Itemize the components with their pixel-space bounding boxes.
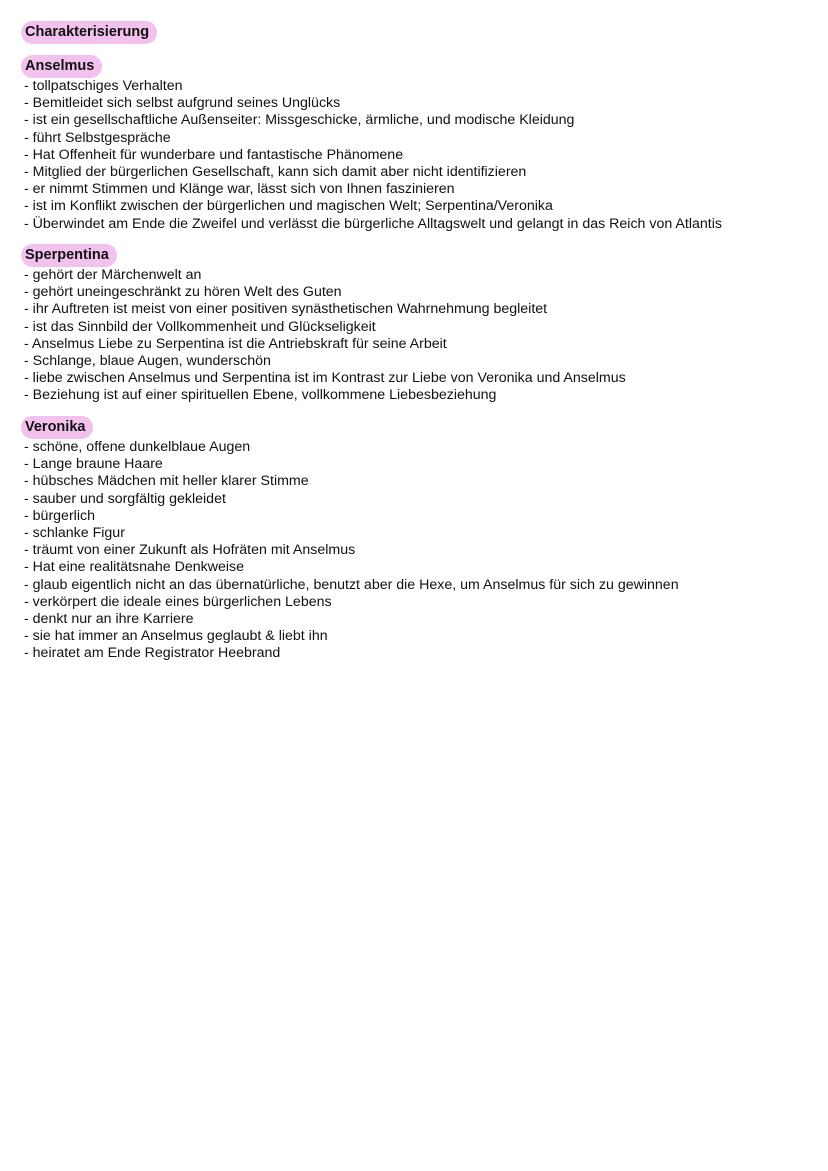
section-anselmus: [21, 55, 722, 233]
list-item: - ihr Auftreten ist meist von einer positiven synästhetischen Wahrnehmung begleitet: [24, 301, 548, 318]
bullet-list: [21, 267, 626, 405]
title-block: [21, 21, 157, 44]
list-item: - schlanke Figur: [24, 525, 125, 542]
page-title: Charakterisierung: [21, 21, 157, 44]
list-item: - Hat eine realitätsnahe Denkweise: [24, 559, 245, 576]
section-heading: Sperpentina: [21, 244, 117, 267]
section-heading: Veronika: [21, 416, 93, 439]
list-item: - führt Selbstgespräche: [24, 129, 171, 146]
list-item: - Bemitleidet sich selbst aufgrund seines Unglücks: [24, 95, 341, 112]
list-item: - sie hat immer an Anselmus geglaubt & liebt ihn: [24, 628, 328, 645]
list-item: - er nimmt Stimmen und Klänge war, lässt sich von Ihnen faszinieren: [24, 181, 455, 198]
list-item: - Lange braune Haare: [24, 456, 163, 473]
list-item: - Schlange, blaue Augen, wunderschön: [24, 353, 271, 370]
list-item: - Beziehung ist auf einer spirituellen Ebene, vollkommene Liebesbeziehung: [24, 387, 497, 404]
bullet-list: [21, 439, 679, 663]
list-item: - Überwindet am Ende die Zweifel und verlässt die bürgerliche Alltagswelt und gelangt in das Reich von Atlantis: [24, 215, 722, 232]
list-item: - hübsches Mädchen mit heller klarer Stimme: [24, 473, 309, 490]
bullet-list: [21, 78, 722, 233]
section-veronika: [21, 416, 679, 663]
section-heading: Anselmus: [21, 55, 102, 78]
list-item: - heiratet am Ende Registrator Heebrand: [24, 645, 281, 662]
list-item: - ist ein gesellschaftliche Außenseiter: Missgeschicke, ärmliche, und modische Kleidung: [24, 112, 575, 129]
list-item: - Mitglied der bürgerlichen Gesellschaft, kann sich damit aber nicht identifizieren: [24, 164, 527, 181]
list-item: - Anselmus Liebe zu Serpentina ist die Antriebskraft für seine Arbeit: [24, 335, 447, 352]
list-item: - träumt von einer Zukunft als Hofräten mit Anselmus: [24, 542, 356, 559]
list-item: - liebe zwischen Anselmus und Serpentina ist im Kontrast zur Liebe von Veronika und Anselmus: [24, 370, 626, 387]
list-item: - denkt nur an ihre Karriere: [24, 611, 194, 628]
list-item: - glaub eigentlich nicht an das übernatürliche, benutzt aber die Hexe, um Anselmus für sich zu gewinnen: [24, 576, 679, 593]
list-item: - gehört uneingeschränkt zu hören Welt des Guten: [24, 284, 342, 301]
list-item: - schöne, offene dunkelblaue Augen: [24, 439, 251, 455]
list-item: - verkörpert die ideale eines bürgerlichen Lebens: [24, 593, 332, 610]
section-sperpentina: [21, 244, 626, 405]
list-item: - bürgerlich: [24, 507, 95, 524]
list-item: - Hat Offenheit für wunderbare und fantastische Phänomene: [24, 146, 404, 163]
list-item: - sauber und sorgfältig gekleidet: [24, 490, 226, 507]
list-item: - ist im Konflikt zwischen der bürgerlichen und magischen Welt; Serpentina/Veronika: [24, 198, 553, 215]
list-item: - gehört der Märchenwelt an: [24, 267, 202, 283]
list-item: - tollpatschiges Verhalten: [24, 78, 183, 94]
list-item: - ist das Sinnbild der Vollkommenheit und Glückseligkeit: [24, 318, 376, 335]
